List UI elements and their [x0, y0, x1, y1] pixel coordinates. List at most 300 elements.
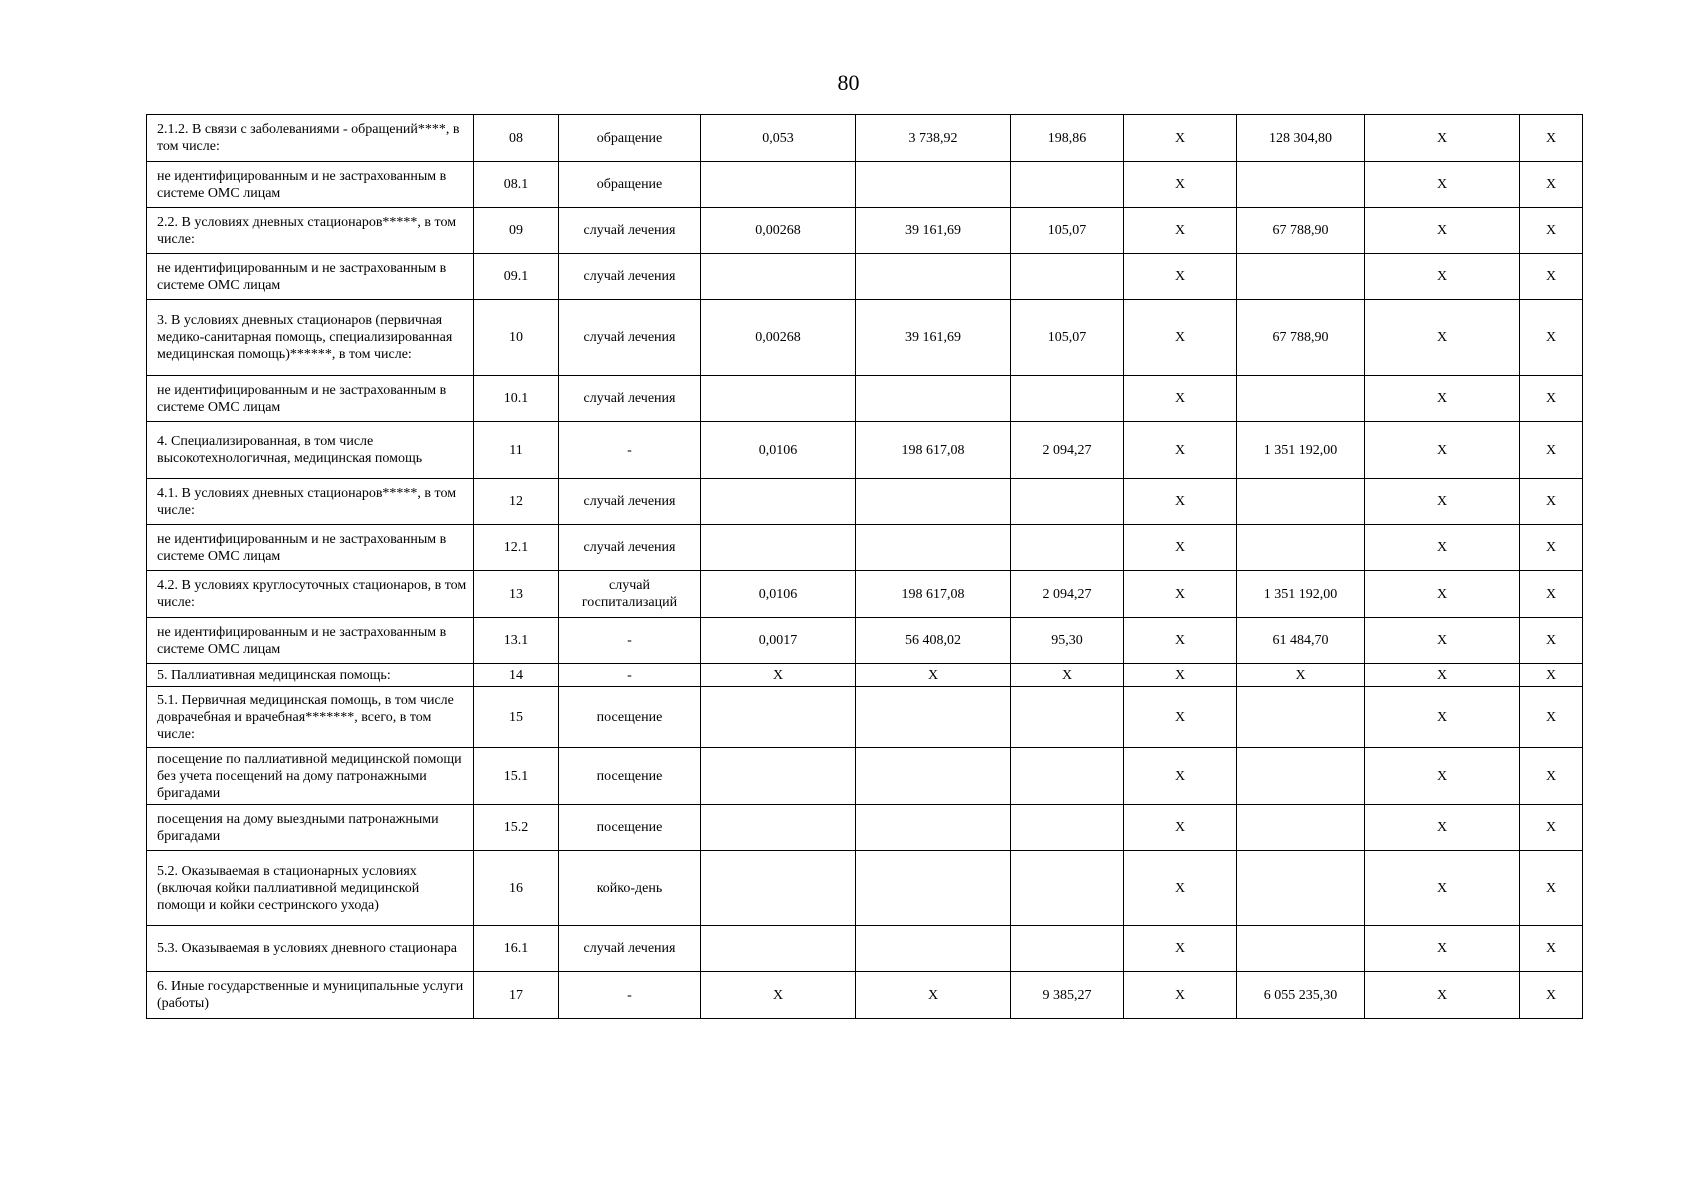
cell-text: 4. Специализированная, в том числе высокотехнологичная, медицинская помощь — [157, 434, 423, 466]
cell-text: X — [1436, 768, 1448, 784]
row-name-cell — [147, 115, 474, 162]
cell-text: X — [1061, 667, 1073, 683]
volume-cell — [701, 748, 856, 805]
cell-text: 12.1 — [503, 540, 529, 555]
unit-cell — [559, 972, 701, 1019]
x-cell — [1124, 254, 1237, 300]
row-code-cell — [474, 687, 559, 748]
row-code-cell — [474, 162, 559, 208]
total-cell — [1237, 805, 1365, 851]
x-cell — [1520, 115, 1583, 162]
x-cell — [1124, 926, 1237, 972]
cell-text: случай госпитализаций — [581, 578, 678, 610]
cell-text: X — [1174, 223, 1186, 238]
x-cell — [1365, 376, 1520, 422]
cost-cell — [856, 208, 1011, 254]
cell-text: обращение — [596, 130, 663, 146]
total-cell — [1237, 664, 1365, 687]
per-capita-cell — [1011, 376, 1124, 422]
per-capita-cell — [1011, 748, 1124, 805]
row-name-cell — [147, 254, 474, 300]
x-cell — [1520, 926, 1583, 972]
total-cell — [1237, 376, 1365, 422]
cell-text: 10.1 — [503, 391, 529, 406]
cell-text: 14 — [509, 667, 523, 683]
cell-text: 09.1 — [503, 269, 529, 284]
unit-cell — [559, 479, 701, 525]
unit-cell — [559, 115, 701, 162]
volume-cell — [701, 300, 856, 376]
cell-text: X — [1436, 633, 1448, 648]
row-code-cell — [474, 664, 559, 687]
row-code-cell — [474, 376, 559, 422]
cell-text: 16.1 — [503, 941, 529, 956]
row-code-cell — [474, 571, 559, 618]
x-cell — [1520, 479, 1583, 525]
total-cell — [1237, 687, 1365, 748]
unit-cell — [559, 208, 701, 254]
cell-text: 10 — [509, 330, 523, 345]
row-name-cell — [147, 851, 474, 926]
cost-cell — [856, 805, 1011, 851]
cell-text: посещение — [596, 820, 663, 835]
row-name-cell — [147, 972, 474, 1019]
table-row — [147, 805, 1583, 851]
x-cell — [1520, 162, 1583, 208]
unit-cell — [559, 664, 701, 687]
cell-text: 5. Паллиативная медицинская помощь: — [157, 667, 391, 683]
x-cell — [1520, 422, 1583, 479]
cell-text: 39 161,69 — [905, 223, 961, 238]
cell-text: X — [1174, 586, 1186, 602]
cost-cell — [856, 525, 1011, 571]
cell-text: 0,0017 — [758, 633, 798, 648]
cell-text: 11 — [509, 442, 523, 458]
x-cell — [1520, 805, 1583, 851]
total-cell — [1237, 748, 1365, 805]
cell-text: 1 351 192,00 — [1263, 586, 1338, 602]
x-cell — [1365, 479, 1520, 525]
row-code-cell — [474, 422, 559, 479]
cell-text: не идентифицированным и не застрахованным в системе ОМС лицам — [157, 624, 447, 657]
cell-text: X — [1174, 880, 1186, 896]
per-capita-cell — [1011, 687, 1124, 748]
cell-text: X — [1174, 391, 1186, 406]
x-cell — [1365, 254, 1520, 300]
volume-cell — [701, 851, 856, 926]
x-cell — [1520, 254, 1583, 300]
cell-text: X — [1545, 330, 1557, 345]
cell-text: X — [1545, 494, 1557, 509]
x-cell — [1124, 571, 1237, 618]
cell-text: не идентифицированным и не застрахованным в системе ОМС лицам — [157, 260, 447, 293]
cost-cell — [856, 162, 1011, 208]
row-name-cell — [147, 525, 474, 571]
per-capita-cell — [1011, 479, 1124, 525]
cell-text: 6 055 235,30 — [1263, 987, 1338, 1003]
cell-text: X — [1436, 223, 1448, 238]
total-cell — [1237, 115, 1365, 162]
x-cell — [1124, 618, 1237, 664]
total-cell — [1237, 525, 1365, 571]
cell-text: X — [1174, 494, 1186, 509]
cell-text: X — [927, 987, 939, 1003]
cell-text: 15 — [509, 709, 523, 725]
cell-text: посещения на дому выездными патронажными бригадами — [157, 811, 439, 844]
row-code-cell — [474, 208, 559, 254]
cell-text: X — [1436, 494, 1448, 509]
per-capita-cell — [1011, 115, 1124, 162]
row-name-cell — [147, 479, 474, 525]
cell-text: X — [1436, 667, 1448, 683]
cell-text: койко-день — [596, 880, 663, 896]
x-cell — [1520, 618, 1583, 664]
cell-text: 0,053 — [762, 130, 794, 146]
x-cell — [1365, 525, 1520, 571]
x-cell — [1520, 851, 1583, 926]
row-name-cell — [147, 926, 474, 972]
cell-text: X — [1436, 330, 1448, 345]
cell-text: случай лечения — [583, 269, 676, 284]
table-row — [147, 926, 1583, 972]
cell-text: X — [1545, 820, 1557, 835]
cell-text: 105,07 — [1047, 330, 1087, 345]
cell-text: X — [1436, 987, 1448, 1003]
cell-text: 0,0106 — [758, 586, 798, 602]
volume-cell — [701, 618, 856, 664]
table-row — [147, 972, 1583, 1019]
cell-text: случай лечения — [583, 330, 676, 345]
per-capita-cell — [1011, 571, 1124, 618]
cell-text: X — [1545, 941, 1557, 956]
table-row — [147, 687, 1583, 748]
cell-text: X — [1174, 130, 1186, 146]
unit-cell — [559, 618, 701, 664]
x-cell — [1124, 664, 1237, 687]
table-row — [147, 851, 1583, 926]
x-cell — [1365, 972, 1520, 1019]
cost-cell — [856, 687, 1011, 748]
table-row — [147, 376, 1583, 422]
cell-text: 12 — [509, 494, 523, 509]
x-cell — [1124, 479, 1237, 525]
cell-text: случай лечения — [583, 223, 676, 238]
x-cell — [1520, 525, 1583, 571]
row-code-cell — [474, 851, 559, 926]
per-capita-cell — [1011, 805, 1124, 851]
x-cell — [1520, 664, 1583, 687]
cell-text: 13.1 — [503, 633, 529, 648]
cell-text: X — [772, 667, 784, 683]
x-cell — [1365, 208, 1520, 254]
unit-cell — [559, 376, 701, 422]
cell-text: обращение — [596, 177, 663, 192]
cell-text: - — [627, 633, 632, 648]
cell-text: посещение по паллиативной медицинской помощи без учета посещений на дому патронажными бригадами — [157, 751, 462, 801]
cell-text: X — [1545, 540, 1557, 555]
cell-text: X — [1436, 269, 1448, 284]
volume-cell — [701, 254, 856, 300]
cell-text: - — [627, 442, 632, 458]
cell-text: 39 161,69 — [905, 330, 961, 345]
cell-text: X — [1174, 540, 1186, 555]
x-cell — [1520, 687, 1583, 748]
total-cell — [1237, 162, 1365, 208]
cell-text: X — [1174, 667, 1186, 683]
unit-cell — [559, 422, 701, 479]
cell-text: 9 385,27 — [1042, 987, 1092, 1003]
cell-text: посещение — [596, 768, 663, 784]
x-cell — [1365, 926, 1520, 972]
total-cell — [1237, 479, 1365, 525]
cell-text: X — [1174, 820, 1186, 835]
table-body — [147, 115, 1583, 1019]
cell-text: 6. Иные государственные и муниципальные услуги (работы) — [157, 979, 464, 1011]
total-cell — [1237, 300, 1365, 376]
x-cell — [1365, 162, 1520, 208]
cell-text: X — [1545, 130, 1557, 146]
x-cell — [1365, 115, 1520, 162]
cell-text: 3 738,92 — [908, 130, 958, 146]
row-code-cell — [474, 479, 559, 525]
unit-cell — [559, 254, 701, 300]
x-cell — [1365, 422, 1520, 479]
cell-text: X — [1545, 709, 1557, 725]
row-name-cell — [147, 300, 474, 376]
x-cell — [1365, 300, 1520, 376]
cell-text: X — [1174, 442, 1186, 458]
total-cell — [1237, 254, 1365, 300]
cell-text: не идентифицированным и не застрахованным в системе ОМС лицам — [157, 382, 447, 415]
table-row — [147, 208, 1583, 254]
unit-cell — [559, 687, 701, 748]
cell-text: X — [1436, 177, 1448, 192]
cell-text: X — [1436, 880, 1448, 896]
cost-cell — [856, 422, 1011, 479]
cell-text: случай лечения — [583, 941, 676, 956]
x-cell — [1124, 851, 1237, 926]
cell-text: не идентифицированным и не застрахованным в системе ОМС лицам — [157, 168, 447, 201]
x-cell — [1124, 376, 1237, 422]
x-cell — [1520, 571, 1583, 618]
cell-text: случай лечения — [583, 391, 676, 406]
cost-cell — [856, 664, 1011, 687]
x-cell — [1124, 208, 1237, 254]
table-row — [147, 422, 1583, 479]
cost-cell — [856, 618, 1011, 664]
x-cell — [1124, 422, 1237, 479]
row-code-cell — [474, 300, 559, 376]
total-cell — [1237, 851, 1365, 926]
cell-text: 198 617,08 — [901, 442, 965, 458]
cell-text: X — [1545, 269, 1557, 284]
cost-cell — [856, 254, 1011, 300]
x-cell — [1124, 525, 1237, 571]
cell-text: 198 617,08 — [901, 586, 965, 602]
per-capita-cell — [1011, 664, 1124, 687]
cell-text: X — [1436, 586, 1448, 602]
per-capita-cell — [1011, 525, 1124, 571]
table-row — [147, 300, 1583, 376]
per-capita-cell — [1011, 300, 1124, 376]
unit-cell — [559, 748, 701, 805]
unit-cell — [559, 300, 701, 376]
cell-text: X — [1174, 633, 1186, 648]
cell-text: X — [1295, 667, 1306, 683]
per-capita-cell — [1011, 618, 1124, 664]
row-name-cell — [147, 687, 474, 748]
x-cell — [1520, 300, 1583, 376]
row-code-cell — [474, 805, 559, 851]
cell-text: 5.2. Оказываемая в стационарных условиях (включая койки паллиативной медицинской помощи и койки сестринского ухода) — [157, 863, 420, 913]
volume-cell — [701, 422, 856, 479]
cell-text: X — [1436, 391, 1448, 406]
x-cell — [1365, 618, 1520, 664]
row-code-cell — [474, 972, 559, 1019]
x-cell — [1520, 972, 1583, 1019]
cell-text: 09 — [509, 223, 523, 238]
row-name-cell — [147, 208, 474, 254]
volume-cell — [701, 972, 856, 1019]
cell-text: X — [1436, 130, 1448, 146]
cost-cell — [856, 300, 1011, 376]
data-table — [146, 114, 1583, 1019]
cell-text: X — [1174, 330, 1186, 345]
row-code-cell — [474, 926, 559, 972]
unit-cell — [559, 571, 701, 618]
table-row — [147, 115, 1583, 162]
cell-text: X — [927, 667, 939, 683]
cell-text: 2.2. В условиях дневных стационаров*****, в том числе: — [157, 214, 457, 247]
table-row — [147, 618, 1583, 664]
cell-text: 13 — [509, 586, 523, 602]
x-cell — [1365, 851, 1520, 926]
volume-cell — [701, 687, 856, 748]
cell-text: 5.3. Оказываемая в условиях дневного стационара — [157, 941, 457, 956]
per-capita-cell — [1011, 926, 1124, 972]
table-row — [147, 571, 1583, 618]
cost-cell — [856, 479, 1011, 525]
cell-text: - — [627, 987, 632, 1003]
cell-text: X — [1174, 941, 1186, 956]
unit-cell — [559, 162, 701, 208]
cell-text: 0,00268 — [755, 330, 801, 345]
total-cell — [1237, 618, 1365, 664]
total-cell — [1237, 926, 1365, 972]
row-name-cell — [147, 664, 474, 687]
total-cell — [1237, 571, 1365, 618]
volume-cell — [701, 162, 856, 208]
per-capita-cell — [1011, 208, 1124, 254]
cell-text: X — [1174, 269, 1186, 284]
volume-cell — [701, 376, 856, 422]
x-cell — [1124, 805, 1237, 851]
cell-text: X — [1545, 987, 1557, 1003]
per-capita-cell — [1011, 851, 1124, 926]
volume-cell — [701, 115, 856, 162]
cell-text: 2 094,27 — [1042, 442, 1092, 458]
x-cell — [1365, 664, 1520, 687]
row-code-cell — [474, 115, 559, 162]
cell-text: 08 — [509, 130, 523, 146]
x-cell — [1365, 805, 1520, 851]
x-cell — [1520, 208, 1583, 254]
x-cell — [1124, 300, 1237, 376]
per-capita-cell — [1011, 254, 1124, 300]
cell-text: X — [1545, 667, 1557, 683]
cell-text: 15.2 — [503, 820, 529, 835]
cell-text: X — [1436, 941, 1448, 956]
unit-cell — [559, 851, 701, 926]
cell-text: 198,86 — [1047, 130, 1087, 146]
cell-text: 0,0106 — [758, 442, 798, 458]
volume-cell — [701, 479, 856, 525]
x-cell — [1124, 972, 1237, 1019]
volume-cell — [701, 571, 856, 618]
cost-cell — [856, 571, 1011, 618]
cell-text: X — [1436, 820, 1448, 835]
cell-text: 56 408,02 — [905, 633, 961, 648]
table-row — [147, 162, 1583, 208]
page-number: 80 — [837, 70, 860, 95]
x-cell — [1124, 162, 1237, 208]
cell-text: 0,00268 — [755, 223, 801, 238]
row-name-cell — [147, 376, 474, 422]
x-cell — [1365, 571, 1520, 618]
cell-text: 16 — [509, 880, 523, 896]
cell-text: 2 094,27 — [1042, 586, 1092, 602]
cell-text: случай лечения — [583, 494, 676, 509]
table-row — [147, 479, 1583, 525]
per-capita-cell — [1011, 422, 1124, 479]
cell-text: X — [1545, 223, 1557, 238]
cell-text: посещение — [596, 709, 663, 725]
cell-text: 95,30 — [1051, 633, 1083, 648]
unit-cell — [559, 926, 701, 972]
cell-text: X — [1545, 633, 1557, 648]
cell-text: X — [1545, 442, 1557, 458]
cell-text: 4.1. В условиях дневных стационаров*****, в том числе: — [157, 485, 457, 518]
volume-cell — [701, 664, 856, 687]
x-cell — [1520, 748, 1583, 805]
x-cell — [1124, 687, 1237, 748]
cell-text: X — [1545, 880, 1557, 896]
cell-text: X — [1436, 709, 1448, 725]
x-cell — [1365, 748, 1520, 805]
cell-text: 3. В условиях дневных стационаров (первичная медико-санитарная помощь, специализированная медицинская помощь)******, в том числе: — [157, 313, 453, 362]
total-cell — [1237, 208, 1365, 254]
cell-text: 61 484,70 — [1272, 633, 1329, 648]
row-code-cell — [474, 748, 559, 805]
row-code-cell — [474, 525, 559, 571]
cell-text: 128 304,80 — [1269, 130, 1332, 146]
cell-text: 15.1 — [503, 768, 529, 784]
cell-text: X — [1436, 540, 1448, 555]
row-name-cell — [147, 748, 474, 805]
unit-cell — [559, 525, 701, 571]
row-code-cell — [474, 254, 559, 300]
cell-text: X — [1436, 442, 1448, 458]
cell-text: 17 — [509, 987, 523, 1003]
cell-text: X — [1174, 177, 1186, 192]
row-name-cell — [147, 162, 474, 208]
row-name-cell — [147, 571, 474, 618]
table-row — [147, 664, 1583, 687]
cost-cell — [856, 376, 1011, 422]
cell-text: X — [772, 987, 784, 1003]
cell-text: X — [1174, 987, 1186, 1003]
row-name-cell — [147, 805, 474, 851]
